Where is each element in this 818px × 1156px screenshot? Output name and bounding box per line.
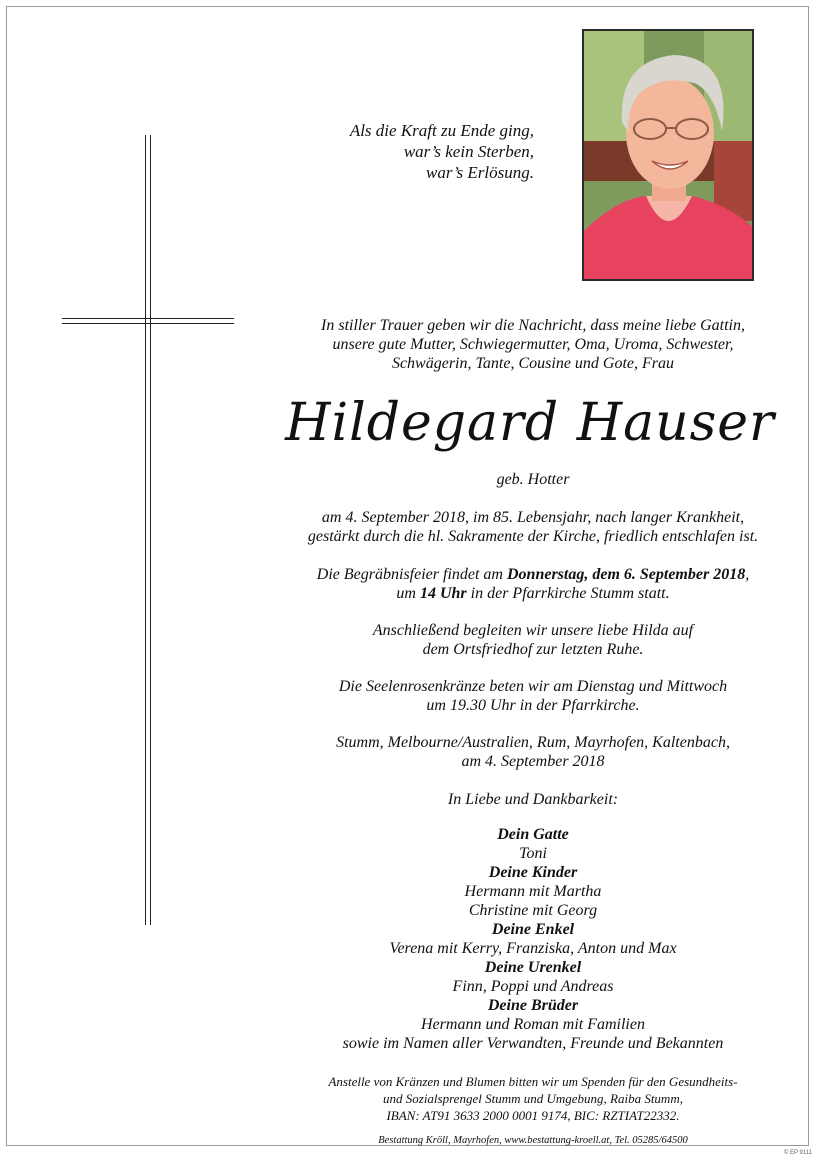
mourner-names: Verena mit Kerry, Franziska, Anton und Max: [389, 940, 677, 957]
funeral-line-2: [268, 584, 798, 603]
funeral-text: um: [396, 585, 420, 602]
mourner-names: Christine mit Georg: [468, 902, 598, 919]
funeral-text: Die Begräbnisfeier findet am: [316, 566, 507, 583]
rosary-info: [268, 677, 798, 715]
mourner-names: Finn, Poppi und Andreas: [452, 978, 614, 995]
birth-name-line: geb. Hotter: [496, 471, 570, 488]
funeral-home-footer: [268, 1134, 798, 1148]
intro-line: In stiller Trauer geben wir die Nachricht, dass meine liebe Gattin,: [321, 317, 745, 334]
death-line: am 4. September 2018, im 85. Lebensjahr, nach langer Krankheit,: [321, 509, 745, 526]
mourner-names: Hermann und Roman mit Familien: [421, 1016, 645, 1033]
mourner-heading: Deine Enkel: [491, 921, 575, 938]
donation-line: Anstelle von Kränzen und Blumen bitten wir um Spenden für den Gesundheits-: [328, 1074, 738, 1089]
intro-text: [268, 316, 798, 373]
cross-vertical-line: [150, 135, 151, 925]
mourner-heading: Deine Urenkel: [484, 959, 582, 976]
portrait-photo: [582, 29, 754, 281]
poem-line: war’s Erlösung.: [425, 163, 534, 182]
burial-line: Anschließend begleiten wir unsere liebe Hilda auf: [372, 622, 694, 639]
burial-line: dem Ortsfriedhof zur letzten Ruhe.: [422, 641, 644, 658]
mourner-names: Toni: [519, 845, 547, 862]
intro-line: unsere gute Mutter, Schwiegermutter, Oma, Uroma, Schwester,: [332, 336, 734, 353]
death-notice: [268, 508, 798, 546]
footer-text: Bestattung Kröll, Mayrhofen, www.bestattung-kroell.at, Tel. 05285/64500: [378, 1135, 688, 1146]
place-date: [268, 733, 798, 771]
funeral-text: ,: [745, 566, 750, 583]
mourners-list: [268, 825, 798, 1053]
burial-info: [268, 621, 798, 659]
funeral-text: in der Pfarrkirche Stumm statt.: [466, 585, 670, 602]
funeral-time: 14 Uhr: [419, 585, 467, 602]
poem-line: war’s kein Sterben,: [403, 142, 534, 161]
poem: [350, 120, 534, 183]
death-line: gestärkt durch die hl. Sakramente der Kirche, friedlich entschlafen ist.: [307, 528, 759, 545]
mourner-heading: Dein Gatte: [497, 826, 569, 843]
rosary-line: um 19.30 Uhr in der Pfarrkirche.: [426, 697, 640, 714]
donation-line: und Sozialsprengel Stumm und Umgebung, Raiba Stumm,: [383, 1091, 683, 1106]
closing-line: sowie im Namen aller Verwandten, Freunde und Bekannten: [342, 1035, 724, 1052]
mourner-names: Hermann mit Martha: [464, 883, 602, 900]
cross-horizontal-line: [62, 318, 234, 319]
mourner-heading: Deine Brüder: [487, 997, 579, 1014]
portrait-illustration: [584, 31, 752, 279]
poem-line: Als die Kraft zu Ende ging,: [349, 121, 534, 140]
funeral-date: Donnerstag, dem 6. September 2018: [506, 566, 746, 583]
intro-line: Schwägerin, Tante, Cousine und Gote, Frau: [391, 355, 675, 372]
cross-horizontal-line: [62, 323, 234, 324]
birth-name: [268, 470, 798, 489]
donation-line: IBAN: AT91 3633 2000 0001 9174, BIC: RZTIAT22332.: [386, 1108, 680, 1123]
funeral-line-1: [268, 565, 798, 584]
place-line: am 4. September 2018: [461, 753, 605, 770]
print-code: © EP 9111: [783, 1150, 812, 1156]
cross-vertical-line: [145, 135, 146, 925]
mourner-heading: Deine Kinder: [488, 864, 578, 881]
funeral-info: [268, 565, 798, 603]
rosary-line: Die Seelenrosenkränze beten wir am Dienstag und Mittwoch: [338, 678, 728, 695]
deceased-name: Hildegard Hauser: [285, 393, 775, 453]
thanks-text: In Liebe und Dankbarkeit:: [447, 791, 619, 808]
place-line: Stumm, Melbourne/Australien, Rum, Mayrhofen, Kaltenbach,: [336, 734, 730, 751]
donation-request: [268, 1073, 798, 1124]
thanks-line: [268, 790, 798, 809]
